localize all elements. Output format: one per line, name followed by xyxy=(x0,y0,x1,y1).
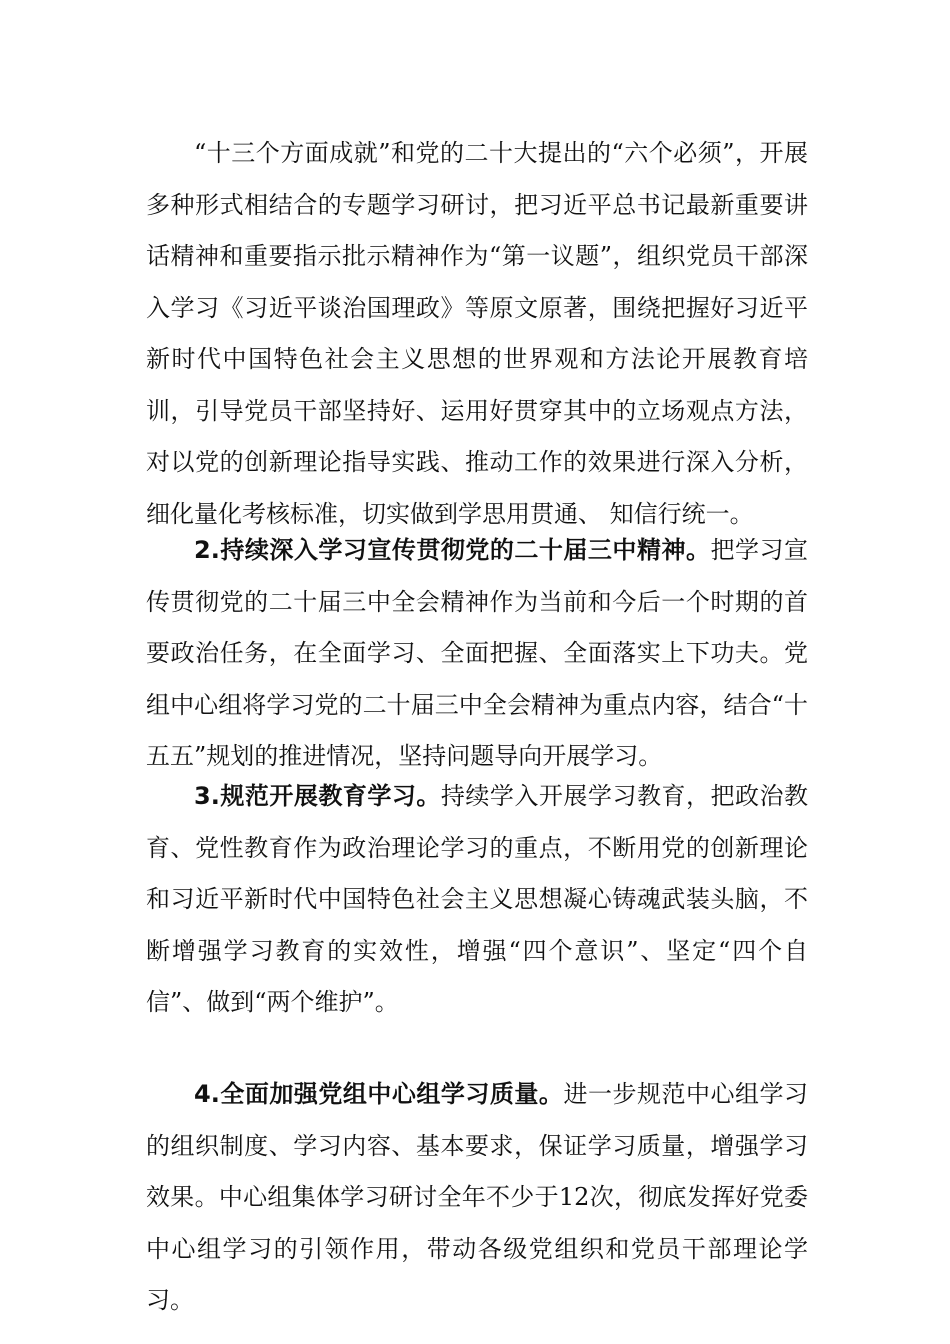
paragraph-section-4 xyxy=(146,1069,808,1327)
section-body-2: 把学习宣传贯彻党的二十届三中全会精神作为当前和今后一个时期的首要政治任务，在全面学习、全面把握、全面落实上下功夫。党组中心组将学习党的二十届三中全会精神为重点内容，结合“十五五”规划的推进情况，坚持问题导向开展学习。 xyxy=(146,536,808,770)
paragraph-section-3 xyxy=(146,771,808,1029)
paragraph-continuation xyxy=(146,128,808,540)
section-body-3: 持续学入开展学习教育，把政治教育、党性教育作为政治理论学习的重点，不断用党的创新理论和习近平新时代中国特色社会主义思想凝心铸魂武装头脑，不断增强学习教育的实效性，增强“四个意识”、坚定“四个自信”、做到“两个维护”。 xyxy=(146,782,808,1016)
paragraph-2 xyxy=(146,525,808,783)
paragraph-section-2 xyxy=(146,525,808,783)
paragraph-3 xyxy=(146,771,808,1029)
paragraph-4 xyxy=(146,1069,808,1327)
section-heading-3: 3.规范开展教育学习。 xyxy=(194,782,441,810)
section-heading-4: 4.全面加强党组中心组学习质量。 xyxy=(194,1080,564,1108)
section-heading-2: 2.持续深入学习宣传贯彻党的二十届三中精神。 xyxy=(194,536,711,564)
section-body-4: 进一步规范中心组学习的组织制度、学习内容、基本要求，保证学习质量，增强学习效果。中心组集体学习研讨全年不少于12次，彻底发挥好党委中心组学习的引领作用，带动各级党组织和党员干部理论学习。 xyxy=(146,1080,809,1314)
paragraph-1-body: “十三个方面成就”和党的二十大提出的“六个必须”，开展多种形式相结合的专题学习研讨，把习近平总书记最新重要讲话精神和重要指示批示精神作为“第一议题”，组织党员干部深入学习《习近平谈治国理政》等原文原著，围绕把握好习近平新时代中国特色社会主义思想的世界观和方法论开展教育培训，引导党员干部坚持好、运用好贯穿其中的立场观点方法，对以党的创新理论指导实践、推动工作的效果进行深入分析，细化量化考核标准，切实做到学思用贯通、 知信行统一。 xyxy=(146,139,808,528)
